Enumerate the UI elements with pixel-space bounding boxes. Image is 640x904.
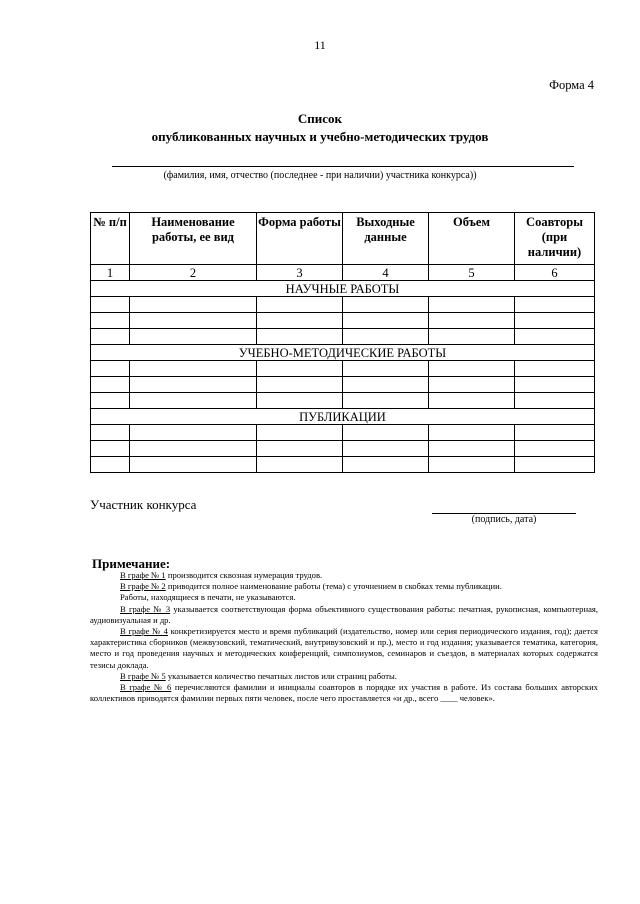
section-title: НАУЧНЫЕ РАБОТЫ — [91, 281, 595, 297]
table-cell[interactable] — [91, 441, 130, 457]
note-text: конкретизируется место и время публикаций (издательство, номер или серия периодического издания, год); дается характеристика сборников (межвузовский, тематический, внутривузовский и пр.), место и год издания; указывается тематика, категория, место и год проведения научных и методических конференций, симпозиумов, семинаров и съездов, в материалах которых содержатся тезисы доклада. — [90, 626, 599, 670]
table-cell[interactable] — [257, 457, 343, 473]
table-cell[interactable] — [515, 457, 595, 473]
table-cell[interactable] — [343, 361, 429, 377]
table-cell[interactable] — [429, 393, 515, 409]
column-number: 3 — [257, 265, 343, 281]
table-row[interactable] — [91, 457, 595, 473]
column-numbers-row — [91, 265, 595, 281]
table-cell[interactable] — [343, 297, 429, 313]
table-row[interactable] — [91, 377, 595, 393]
note-paragraph — [90, 570, 598, 581]
name-underline — [112, 166, 574, 167]
table-cell[interactable] — [257, 441, 343, 457]
table-cell[interactable] — [257, 313, 343, 329]
table-cell[interactable] — [91, 361, 130, 377]
table-cell[interactable] — [257, 329, 343, 345]
table-cell[interactable] — [429, 457, 515, 473]
table-row[interactable] — [91, 297, 595, 313]
title-line-2: опубликованных научных и учебно-методических трудов — [151, 129, 489, 144]
header-output: Выходные данные — [343, 213, 429, 265]
table-cell[interactable] — [343, 329, 429, 345]
section-title: УЧЕБНО-МЕТОДИЧЕСКИЕ РАБОТЫ — [91, 345, 595, 361]
works-table — [90, 212, 595, 473]
name-caption: (фамилия, имя, отчество (последнее - при наличии) участника конкурса)) — [163, 170, 477, 181]
section-title: ПУБЛИКАЦИИ — [91, 409, 595, 425]
table-cell[interactable] — [429, 329, 515, 345]
table-cell[interactable] — [515, 313, 595, 329]
table-cell[interactable] — [515, 329, 595, 345]
section-row-methodical — [91, 345, 595, 361]
table-row[interactable] — [91, 441, 595, 457]
note-text: приводится полное наименование работы (тема) с уточнением в скобках темы публикации. — [165, 581, 502, 592]
table-row[interactable] — [91, 425, 595, 441]
page-number: 11 — [314, 38, 326, 52]
note-ref: В графе № 4 — [120, 626, 168, 637]
header-title: Наименование работы, ее вид — [130, 213, 257, 265]
table-cell[interactable] — [343, 313, 429, 329]
table-cell[interactable] — [130, 457, 257, 473]
header-volume: Объем — [429, 213, 515, 265]
note-title: Примечание: — [92, 556, 171, 571]
table-row[interactable] — [91, 313, 595, 329]
table-cell[interactable] — [515, 441, 595, 457]
table-header-row — [91, 213, 595, 265]
table-cell[interactable] — [130, 297, 257, 313]
table-cell[interactable] — [257, 361, 343, 377]
note-paragraph — [90, 671, 598, 682]
table-cell[interactable] — [343, 377, 429, 393]
note-text: указывается количество печатных листов или страниц работы. — [165, 670, 397, 681]
header-number: № п/п — [91, 213, 130, 265]
table-cell[interactable] — [130, 441, 257, 457]
column-number: 2 — [130, 265, 257, 281]
table-cell[interactable] — [91, 457, 130, 473]
note-paragraph — [90, 581, 598, 592]
table-row[interactable] — [91, 361, 595, 377]
form-label: Форма 4 — [549, 78, 594, 92]
table-cell[interactable] — [91, 329, 130, 345]
table-cell[interactable] — [343, 441, 429, 457]
header-coauthors: Соавторы (при наличии) — [515, 213, 595, 265]
table-cell[interactable] — [130, 361, 257, 377]
note-ref: В графе № 2 — [120, 581, 166, 592]
header-form: Форма работы — [257, 213, 343, 265]
table-cell[interactable] — [257, 425, 343, 441]
table-cell[interactable] — [343, 425, 429, 441]
table-cell[interactable] — [429, 377, 515, 393]
table-cell[interactable] — [429, 361, 515, 377]
note-text: Работы, находящиеся в печати, не указываются. — [120, 592, 296, 603]
note-ref: В графе № 5 — [120, 670, 166, 681]
table-cell[interactable] — [429, 425, 515, 441]
table-cell[interactable] — [130, 313, 257, 329]
table-cell[interactable] — [130, 377, 257, 393]
column-number: 6 — [515, 265, 595, 281]
table-cell[interactable] — [91, 313, 130, 329]
column-number: 5 — [429, 265, 515, 281]
table-cell[interactable] — [429, 297, 515, 313]
table-cell[interactable] — [343, 393, 429, 409]
table-cell[interactable] — [257, 393, 343, 409]
table-cell[interactable] — [429, 441, 515, 457]
participant-label: Участник конкурса — [90, 497, 197, 512]
note-paragraph — [90, 592, 598, 603]
table-cell[interactable] — [515, 377, 595, 393]
column-number: 4 — [343, 265, 429, 281]
note-paragraph — [90, 604, 598, 626]
note-text: указывается соответствующая форма объективного существования работы: печатная, рукописная, компьютерная, аудиовизуальная и др. — [90, 603, 598, 625]
title-line-1: Список — [297, 111, 343, 126]
note-ref: В графе № 3 — [120, 603, 171, 614]
note-paragraph — [90, 626, 598, 671]
table-cell[interactable] — [130, 393, 257, 409]
table-cell[interactable] — [91, 297, 130, 313]
table-cell[interactable] — [91, 393, 130, 409]
section-row-scientific — [91, 281, 595, 297]
table-cell[interactable] — [130, 425, 257, 441]
table-cell[interactable] — [515, 361, 595, 377]
table-cell[interactable] — [91, 377, 130, 393]
note-text: перечисляются фамилии и инициалы соавторов в порядке их участия в работе. Из состава больших авторских коллективов приводятся фамилии первых пяти человек, после чего проставляется «и др., всего ____ человек». — [90, 682, 598, 704]
table-cell[interactable] — [515, 297, 595, 313]
table-cell[interactable] — [515, 425, 595, 441]
note-paragraph — [90, 682, 598, 704]
table-cell[interactable] — [343, 457, 429, 473]
table-row[interactable] — [91, 393, 595, 409]
note-ref: В графе № 1 — [120, 570, 166, 580]
table-cell[interactable] — [130, 329, 257, 345]
section-row-publications — [91, 409, 595, 425]
table-cell[interactable] — [257, 377, 343, 393]
notes-block — [90, 570, 598, 704]
table-cell[interactable] — [515, 393, 595, 409]
table-cell[interactable] — [91, 425, 130, 441]
note-text: производится сквозная нумерация трудов. — [165, 570, 323, 580]
document-title — [0, 110, 640, 146]
table-cell[interactable] — [429, 313, 515, 329]
note-ref: В графе № 6 — [120, 682, 172, 693]
table-row[interactable] — [91, 329, 595, 345]
column-number: 1 — [91, 265, 130, 281]
table-cell[interactable] — [257, 297, 343, 313]
signature-caption: (подпись, дата) — [471, 514, 537, 525]
